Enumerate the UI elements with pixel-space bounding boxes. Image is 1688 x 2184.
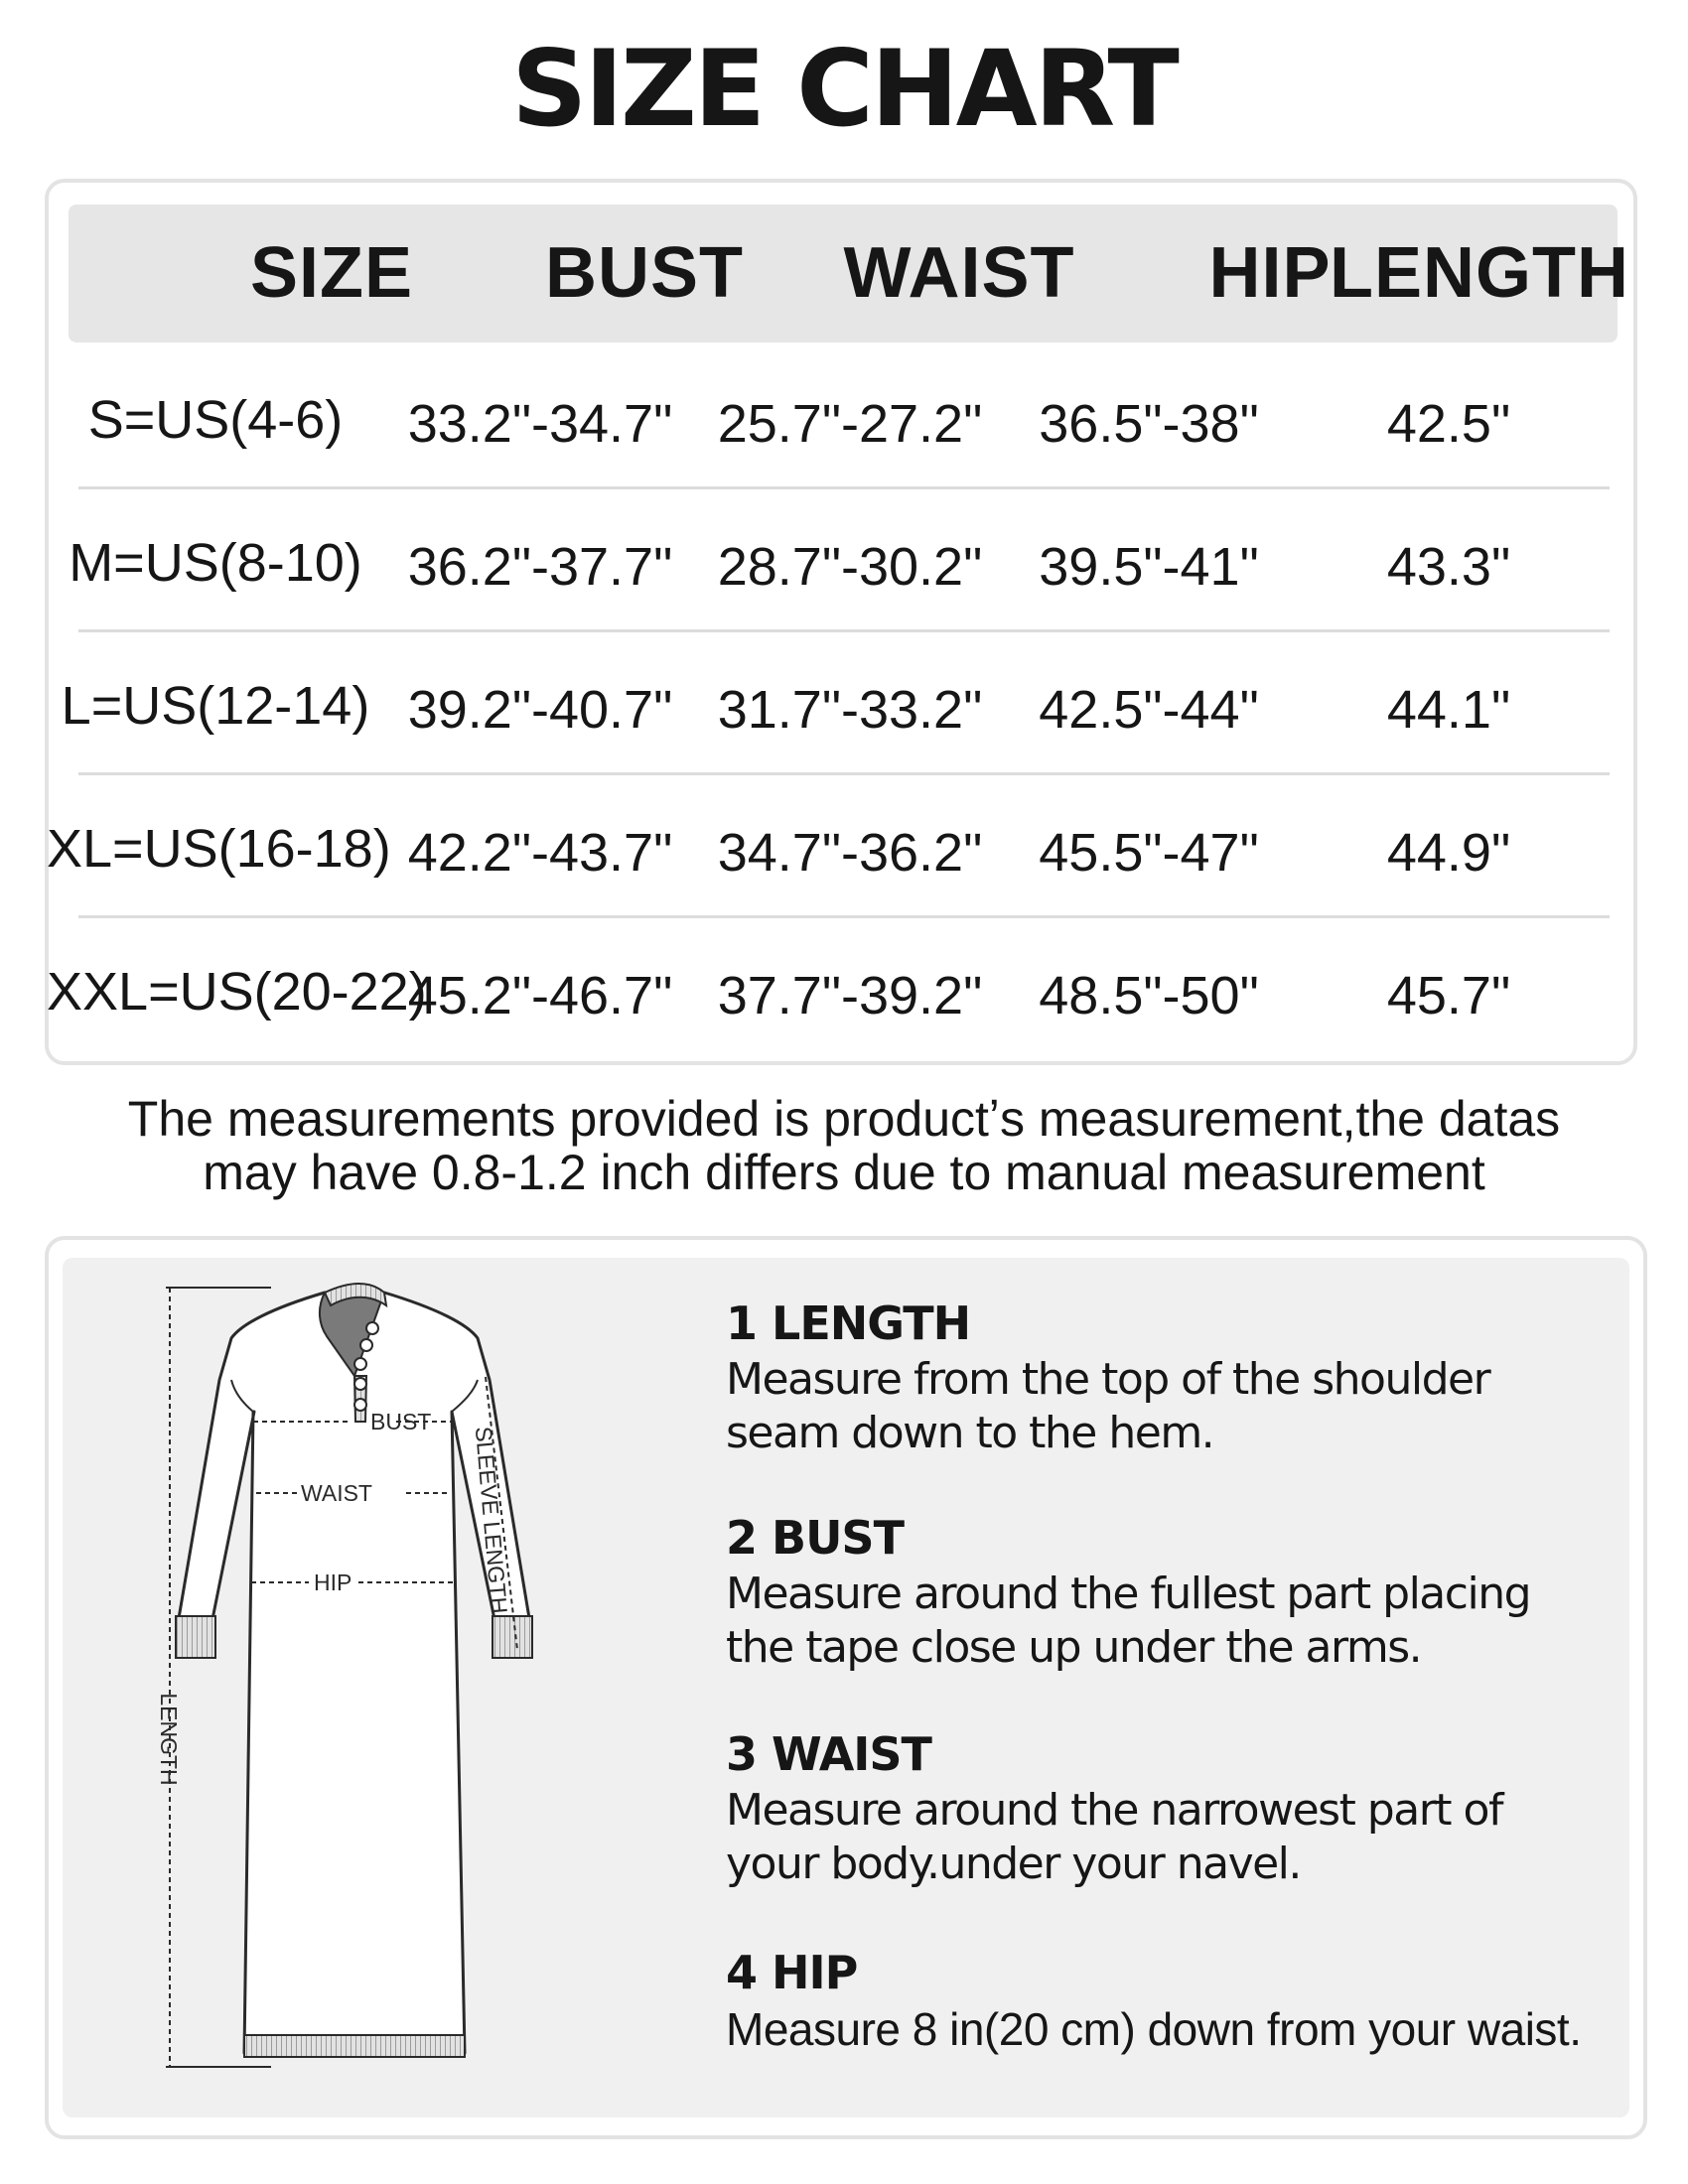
step-text-line: Measure around the narrowest part of xyxy=(726,1785,1502,1836)
step-heading: 1 LENGTH xyxy=(726,1297,971,1350)
cell-hip: 45.5"-47" xyxy=(1039,823,1259,883)
right-cuff xyxy=(492,1616,532,1658)
cell-waist: 25.7"-27.2" xyxy=(717,394,983,454)
sleeve-length-label: SLEEVE LENGTH xyxy=(470,1425,513,1615)
hip-label: HIP xyxy=(314,1570,352,1595)
cell-size: XL=US(16-18) xyxy=(47,819,391,879)
header-bust: BUST xyxy=(545,233,744,313)
cell-length: 45.7" xyxy=(1386,966,1511,1025)
header-length: LENGTH xyxy=(1330,233,1629,313)
guide-step-bust xyxy=(726,1508,1619,1675)
step-text-line: Measure 8 in(20 cm) down from your waist. xyxy=(726,2003,1582,2055)
measuring-guide xyxy=(45,1236,1647,2139)
row-divider xyxy=(78,629,1610,632)
cell-length: 42.5" xyxy=(1386,394,1511,454)
step-text-line: the tape close up under the arms. xyxy=(726,1622,1422,1673)
step-heading: 4 HIP xyxy=(726,1946,858,1999)
step-text-line: Measure around the fullest part placing xyxy=(726,1569,1531,1619)
row-divider xyxy=(78,486,1610,489)
cell-length: 44.1" xyxy=(1386,680,1511,740)
table-row xyxy=(78,352,1610,495)
table-row xyxy=(69,495,1610,638)
table-row xyxy=(47,924,1610,1067)
cell-hip: 42.5"-44" xyxy=(1039,680,1259,740)
measuring-guide-panel xyxy=(63,1258,1629,2117)
cell-bust: 42.2"-43.7" xyxy=(407,823,673,883)
step-text-line: seam down to the hem. xyxy=(726,1408,1214,1458)
cell-waist: 28.7"-30.2" xyxy=(717,537,983,597)
cell-waist: 37.7"-39.2" xyxy=(717,966,983,1025)
cell-waist: 34.7"-36.2" xyxy=(717,823,983,883)
cell-hip: 39.5"-41" xyxy=(1039,537,1259,597)
cell-bust: 39.2"-40.7" xyxy=(407,680,673,740)
row-divider xyxy=(78,772,1610,775)
cell-bust: 36.2"-37.7" xyxy=(407,537,673,597)
hem-band xyxy=(244,2035,465,2057)
step-heading: 2 BUST xyxy=(726,1511,904,1565)
row-divider xyxy=(78,915,1610,918)
cell-hip: 36.5"-38" xyxy=(1039,394,1259,454)
cell-waist: 31.7"-33.2" xyxy=(717,680,983,740)
cell-size: S=US(4-6) xyxy=(87,390,344,450)
dress-diagram xyxy=(142,1273,738,2116)
note-line-1: The measurements provided is productʼs measurement,the datas xyxy=(127,1091,1561,1147)
cell-hip: 48.5"-50" xyxy=(1039,966,1259,1025)
measurement-note xyxy=(40,1092,1648,1199)
cell-length: 43.3" xyxy=(1386,537,1511,597)
cell-size: M=US(8-10) xyxy=(69,533,362,593)
note-line-2: may have 0.8-1.2 inch differs due to manual measurement xyxy=(203,1145,1485,1200)
header-size: SIZE xyxy=(249,233,414,313)
cell-bust: 45.2"-46.7" xyxy=(407,966,673,1025)
guide-step-waist xyxy=(726,1724,1619,1891)
waist-label: WAIST xyxy=(301,1480,372,1506)
left-cuff xyxy=(176,1616,215,1658)
cell-size: XXL=US(20-22) xyxy=(47,962,427,1022)
cell-bust: 33.2"-34.7" xyxy=(407,394,673,454)
step-text-line: Measure from the top of the shoulder xyxy=(726,1354,1490,1405)
step-heading: 3 WAIST xyxy=(726,1727,931,1781)
bust-label: BUST xyxy=(370,1409,432,1434)
guide-step-hip xyxy=(726,1943,1619,2056)
guide-step-length xyxy=(726,1294,1619,1460)
cell-size: L=US(12-14) xyxy=(61,676,370,736)
step-text-line: your body.under your navel. xyxy=(726,1839,1301,1889)
table-row xyxy=(47,781,1610,924)
page-title: SIZE CHART xyxy=(511,28,1177,150)
header-hip: HIP xyxy=(1208,233,1332,313)
cell-length: 44.9" xyxy=(1386,823,1511,883)
table-header-row xyxy=(69,205,1629,342)
size-table xyxy=(45,179,1637,1065)
length-label: LENGTH xyxy=(156,1693,182,1786)
table-row xyxy=(61,638,1610,781)
header-waist: WAIST xyxy=(843,233,1075,313)
